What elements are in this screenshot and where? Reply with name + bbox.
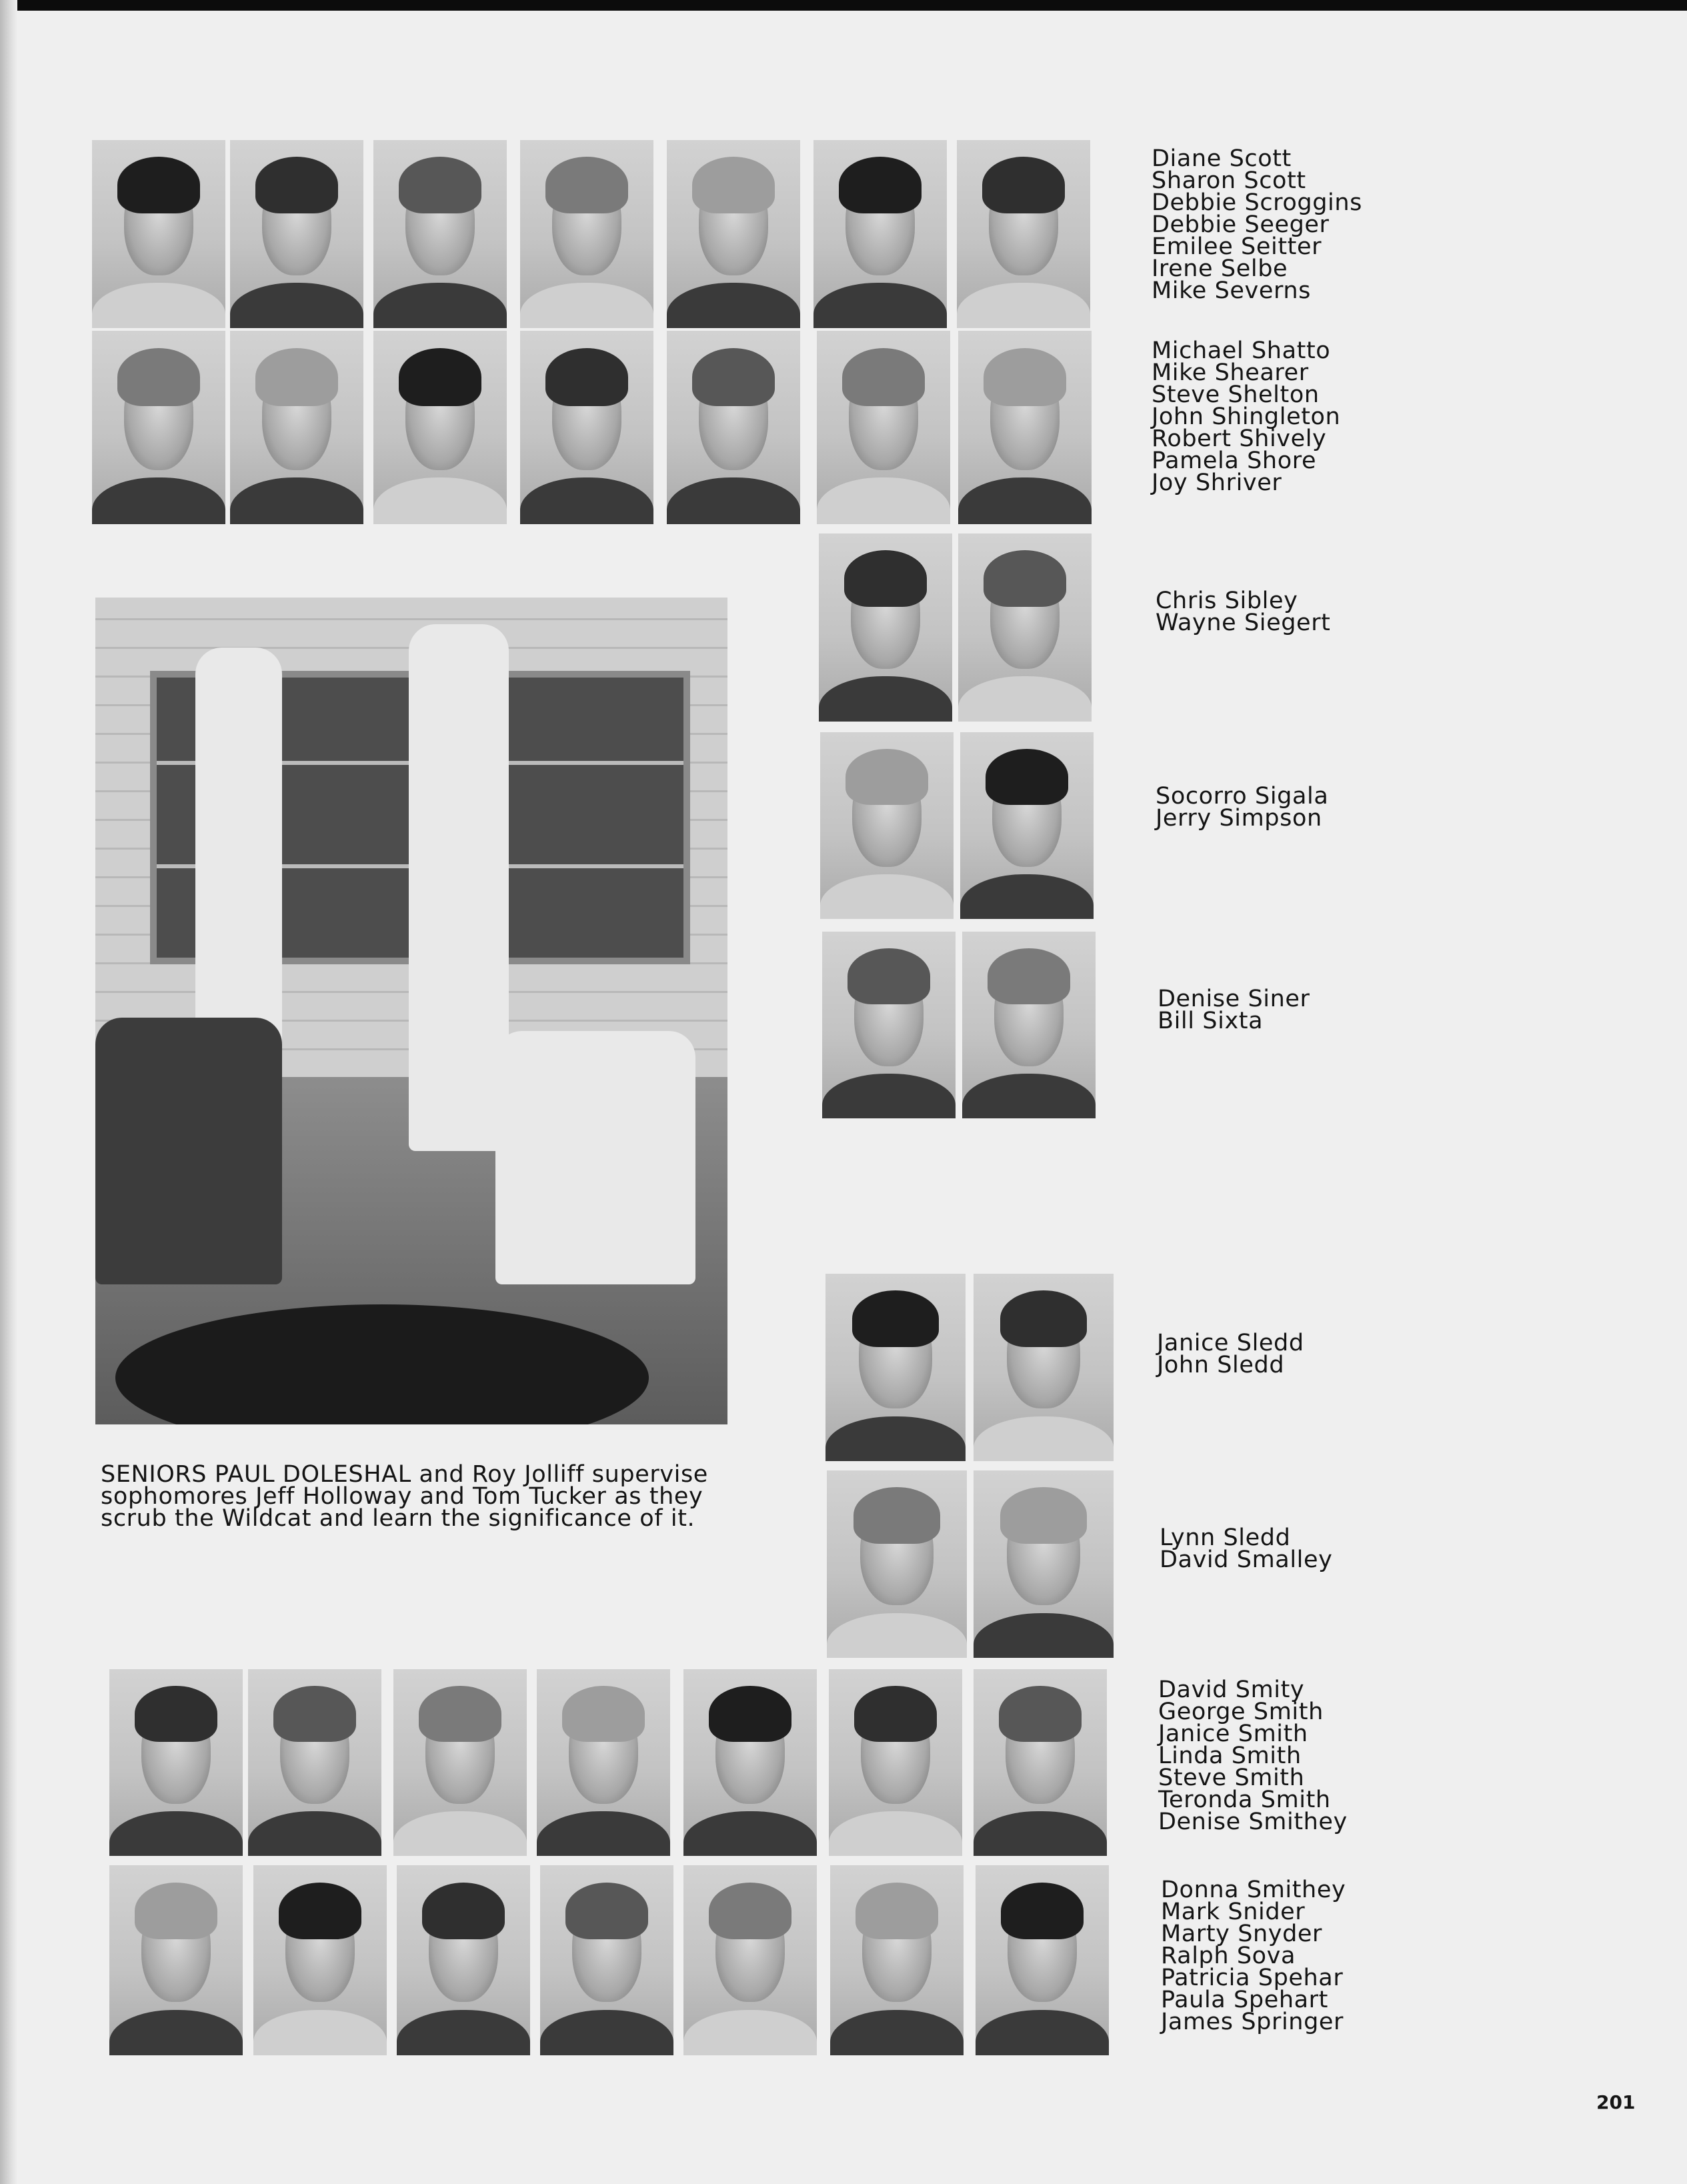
student-portrait (393, 1669, 527, 1856)
portrait-hair (984, 348, 1066, 406)
student-portrait (817, 331, 950, 524)
portrait-shoulders (827, 1613, 967, 1658)
portrait-hair (854, 1487, 940, 1543)
student-portrait (962, 932, 1096, 1118)
student-portrait (540, 1865, 673, 2055)
portrait-hair (709, 1883, 791, 1940)
student-portrait (825, 1274, 966, 1461)
student-name: David Smity (1158, 1677, 1305, 1703)
portrait-hair (1000, 1290, 1087, 1346)
student-portrait (373, 140, 507, 328)
portrait-hair (692, 157, 775, 213)
portrait-hair (135, 1686, 217, 1742)
student-portrait (248, 1669, 381, 1856)
portrait-hair (255, 157, 338, 213)
portrait-shoulders (92, 477, 225, 524)
portrait-hair (562, 1686, 645, 1742)
portrait-hair (856, 1883, 938, 1940)
student-portrait (829, 1669, 962, 1856)
student-name: Teronda Smith (1158, 1787, 1331, 1813)
name-list (1157, 1332, 1304, 1376)
student-name: John Shingleton (1152, 403, 1341, 430)
student-name: Bill Sixta (1158, 1008, 1264, 1034)
student-portrait (822, 932, 956, 1118)
portrait-hair (399, 157, 481, 213)
student-portrait (667, 331, 800, 524)
portrait-shoulders (830, 2010, 964, 2055)
student-name: Marty Snyder (1161, 1921, 1323, 1947)
photo-caption: SENIORS PAUL DOLESHAL and Roy Jolliff supervise sophomores Jeff Holloway and Tom Tucker as they scrub the Wildcat and learn the significance of it. (101, 1461, 708, 1532)
student-name: Mike Shearer (1152, 359, 1309, 386)
portrait-shoulders (540, 2010, 673, 2055)
student-name: Debbie Scroggins (1152, 189, 1362, 216)
portrait-hair (839, 157, 922, 213)
portrait-hair (988, 948, 1070, 1004)
portrait-shoulders (958, 676, 1092, 722)
portrait-shoulders (974, 1416, 1114, 1461)
portrait-shoulders (253, 2010, 387, 2055)
portrait-hair (854, 1686, 937, 1742)
name-list (1158, 988, 1310, 1032)
page-binding-shadow (0, 0, 17, 2184)
student-portrait (820, 732, 954, 919)
portrait-hair (255, 348, 338, 406)
student-name: Paula Spehart (1161, 1987, 1328, 2013)
student-name: Denise Smithey (1158, 1809, 1348, 1835)
student-portrait (819, 533, 952, 722)
portrait-hair (117, 157, 200, 213)
portrait-hair (999, 1686, 1082, 1742)
portrait-hair (545, 157, 628, 213)
student-name: Debbie Seeger (1152, 211, 1330, 238)
portrait-shoulders (820, 874, 954, 919)
student-portrait (667, 140, 800, 328)
name-list (1156, 590, 1331, 634)
portrait-shoulders (683, 1811, 817, 1856)
student-name: Lynn Sledd (1160, 1524, 1291, 1551)
portrait-hair (1001, 1883, 1084, 1940)
student-name: John Sledd (1157, 1352, 1285, 1378)
student-portrait (230, 140, 363, 328)
student-name: Mike Severns (1152, 277, 1311, 304)
student-portrait (373, 331, 507, 524)
student-portrait (960, 732, 1094, 919)
student-name: George Smith (1158, 1699, 1324, 1725)
portrait-hair (692, 348, 775, 406)
student-name: Joy Shriver (1152, 469, 1282, 496)
student-name: Donna Smithey (1161, 1877, 1346, 1903)
portrait-hair (848, 948, 930, 1004)
name-list (1156, 783, 1329, 832)
student-portrait (827, 1470, 967, 1658)
portrait-shoulders (825, 1416, 966, 1461)
student-portrait (683, 1865, 817, 2055)
portrait-shoulders (829, 1811, 962, 1856)
portrait-shoulders (819, 676, 952, 722)
student-portrait (253, 1865, 387, 2055)
portrait-shoulders (230, 477, 363, 524)
page-number: 201 (1596, 2091, 1636, 2113)
portrait-shoulders (109, 1811, 243, 1856)
name-list (1161, 1879, 1346, 2033)
student-portrait (683, 1669, 817, 1856)
student-portrait (974, 1669, 1107, 1856)
portrait-hair (982, 157, 1065, 213)
student-name: Chris Sibley (1156, 588, 1298, 614)
portrait-shoulders (667, 283, 800, 328)
portrait-hair (273, 1686, 356, 1742)
portrait-hair (844, 550, 927, 607)
portrait-shoulders (393, 1811, 527, 1856)
portrait-hair (545, 348, 628, 406)
portrait-hair (1000, 1487, 1087, 1543)
student-portrait (109, 1865, 243, 2055)
student-portrait (92, 140, 225, 328)
portrait-shoulders (813, 283, 947, 328)
student-portrait (520, 331, 653, 524)
portrait-shoulders (397, 2010, 530, 2055)
student-name: Steve Shelton (1152, 381, 1320, 408)
standing-student-right (409, 624, 509, 1151)
student-name: Steve Smith (1158, 1765, 1305, 1791)
portrait-shoulders (976, 2010, 1109, 2055)
student-portrait (813, 140, 947, 328)
student-name: Jerry Simpson (1156, 805, 1322, 832)
name-list (1152, 145, 1362, 304)
student-name: David Smalley (1160, 1546, 1333, 1573)
student-portrait (397, 1865, 530, 2055)
student-portrait (958, 533, 1092, 722)
student-portrait (976, 1865, 1109, 2055)
student-portrait (520, 140, 653, 328)
portrait-hair (279, 1883, 361, 1940)
portrait-hair (986, 749, 1068, 805)
portrait-hair (399, 348, 481, 406)
student-portrait (830, 1865, 964, 2055)
portrait-hair (565, 1883, 648, 1940)
student-portrait (109, 1669, 243, 1856)
name-list (1158, 1679, 1348, 1833)
portrait-shoulders (109, 2010, 243, 2055)
student-portrait (92, 331, 225, 524)
kneeling-student-left (95, 1018, 282, 1284)
portrait-shoulders (373, 283, 507, 328)
name-list (1160, 1524, 1333, 1573)
student-name: Michael Shatto (1152, 337, 1331, 364)
portrait-shoulders (962, 1074, 1096, 1118)
student-name: Janice Smith (1158, 1721, 1308, 1747)
scan-top-edge (0, 0, 1687, 11)
student-portrait (958, 331, 1092, 524)
portrait-shoulders (958, 477, 1092, 524)
portrait-shoulders (683, 2010, 817, 2055)
student-portrait (537, 1669, 670, 1856)
portrait-shoulders (230, 283, 363, 328)
student-name: Linda Smith (1158, 1743, 1302, 1769)
portrait-shoulders (520, 283, 653, 328)
portrait-shoulders (92, 283, 225, 328)
portrait-hair (709, 1686, 791, 1742)
portrait-hair (842, 348, 925, 406)
student-portrait (974, 1274, 1114, 1461)
portrait-hair (419, 1686, 501, 1742)
student-name: Sharon Scott (1152, 167, 1306, 194)
student-name: Robert Shively (1152, 425, 1327, 452)
student-name: Ralph Sova (1161, 1943, 1296, 1969)
student-name: Emilee Seitter (1152, 233, 1322, 260)
student-name: Mark Snider (1161, 1899, 1306, 1925)
portrait-hair (135, 1883, 217, 1940)
portrait-shoulders (373, 477, 507, 524)
student-name: Diane Scott (1152, 145, 1292, 172)
student-name: Irene Selbe (1152, 255, 1288, 282)
student-portrait (230, 331, 363, 524)
portrait-hair (422, 1883, 505, 1940)
portrait-shoulders (960, 874, 1094, 919)
portrait-hair (846, 749, 928, 805)
portrait-shoulders (520, 477, 653, 524)
student-name: Patricia Spehar (1161, 1965, 1344, 1991)
portrait-hair (852, 1290, 939, 1346)
student-portrait (957, 140, 1090, 328)
portrait-shoulders (974, 1811, 1107, 1856)
portrait-shoulders (974, 1613, 1114, 1658)
student-name: Pamela Shore (1152, 447, 1317, 474)
student-name: Denise Siner (1158, 986, 1310, 1012)
portrait-shoulders (667, 477, 800, 524)
portrait-hair (117, 348, 200, 406)
portrait-shoulders (822, 1074, 956, 1118)
student-name: James Springer (1161, 2009, 1344, 2035)
name-list (1152, 337, 1341, 496)
group-photo (95, 598, 727, 1424)
student-name: Socorro Sigala (1156, 783, 1329, 810)
student-name: Wayne Siegert (1156, 610, 1331, 636)
portrait-shoulders (248, 1811, 381, 1856)
student-portrait (974, 1470, 1114, 1658)
portrait-shoulders (957, 283, 1090, 328)
portrait-shoulders (537, 1811, 670, 1856)
student-name: Janice Sledd (1157, 1330, 1304, 1356)
portrait-shoulders (817, 477, 950, 524)
kneeling-student-right (495, 1031, 695, 1284)
portrait-hair (984, 550, 1066, 607)
